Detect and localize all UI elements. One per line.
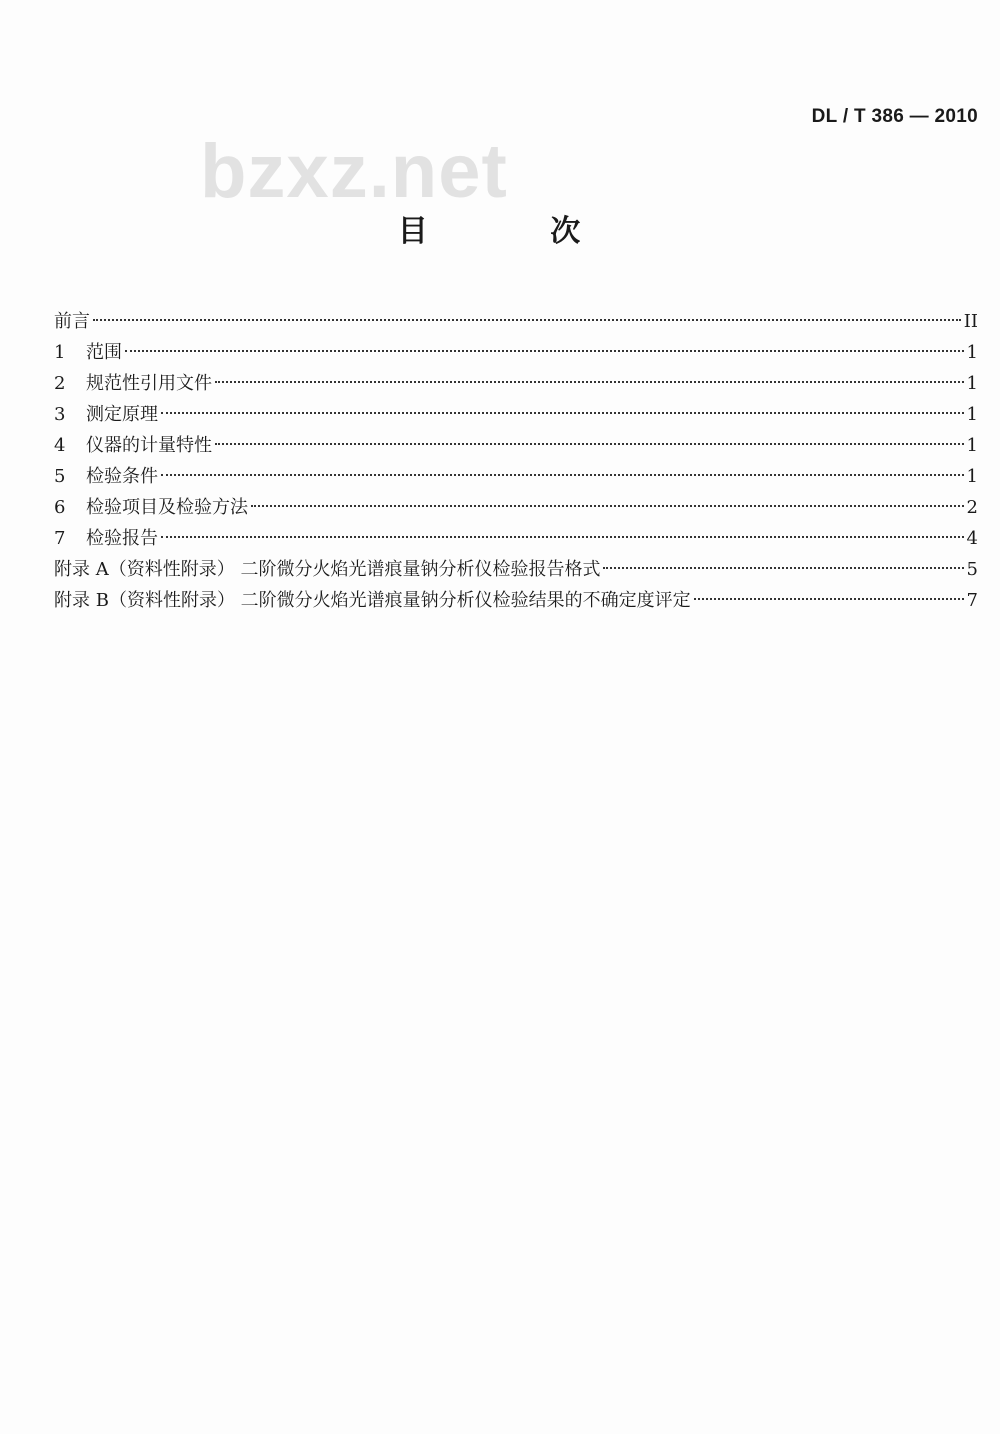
toc-entry-page: 2	[966, 497, 978, 518]
toc-entry-page: 7	[966, 590, 978, 611]
toc-leader-dots	[694, 598, 964, 600]
toc-entry-number: 2	[54, 373, 66, 394]
toc-leader-dots	[161, 536, 964, 538]
toc-entry-page: 1	[966, 342, 978, 363]
toc-entry-label: 规范性引用文件	[86, 373, 212, 394]
toc-entry-foreword[interactable]	[54, 306, 978, 337]
toc-entry-number: 4	[54, 435, 66, 456]
table-of-contents	[54, 306, 978, 616]
toc-entry-appendix-a[interactable]	[54, 554, 978, 585]
toc-entry-1[interactable]	[54, 337, 978, 368]
toc-entry-label: 范围	[86, 342, 122, 363]
toc-entry-page: 1	[966, 404, 978, 425]
toc-entry-number: 7	[54, 528, 66, 549]
toc-entry-page: 4	[966, 528, 978, 549]
toc-leader-dots	[161, 412, 964, 414]
toc-entry-label: 前言	[54, 311, 90, 332]
toc-entry-page: 1	[966, 435, 978, 456]
toc-leader-dots	[215, 381, 964, 383]
toc-leader-dots	[93, 319, 961, 321]
toc-entry-page: 1	[966, 373, 978, 394]
toc-entry-number: 6	[54, 497, 66, 518]
toc-leader-dots	[215, 443, 964, 445]
toc-entry-5[interactable]	[54, 461, 978, 492]
toc-entry-number: 5	[54, 466, 66, 487]
watermark: bzxz.net	[200, 129, 508, 214]
toc-entry-label: 检验项目及检验方法	[86, 497, 248, 518]
standard-code: DL / T 386 — 2010	[811, 106, 978, 127]
toc-entry-4[interactable]	[54, 430, 978, 461]
toc-entry-label: 附录 B（资料性附录） 二阶微分火焰光谱痕量钠分析仪检验结果的不确定度评定	[54, 590, 691, 611]
toc-entry-label: 检验条件	[86, 466, 158, 487]
toc-entry-label: 检验报告	[86, 528, 158, 549]
toc-entry-label: 附录 A（资料性附录） 二阶微分火焰光谱痕量钠分析仪检验报告格式	[54, 559, 601, 580]
toc-entry-6[interactable]	[54, 492, 978, 523]
toc-entry-page: 5	[966, 559, 978, 580]
toc-entry-label: 测定原理	[86, 404, 158, 425]
toc-title: 目 次	[397, 214, 637, 249]
toc-leader-dots	[125, 350, 964, 352]
toc-entry-appendix-b[interactable]	[54, 585, 978, 616]
toc-entry-3[interactable]	[54, 399, 978, 430]
toc-leader-dots	[603, 567, 963, 569]
toc-leader-dots	[161, 474, 964, 476]
toc-entry-label: 仪器的计量特性	[86, 435, 212, 456]
toc-entry-number: 1	[54, 342, 66, 363]
toc-entry-2[interactable]	[54, 368, 978, 399]
toc-entry-page: II	[963, 311, 978, 332]
toc-entry-7[interactable]	[54, 523, 978, 554]
toc-entry-number: 3	[54, 404, 66, 425]
toc-entry-page: 1	[966, 466, 978, 487]
toc-leader-dots	[251, 505, 964, 507]
